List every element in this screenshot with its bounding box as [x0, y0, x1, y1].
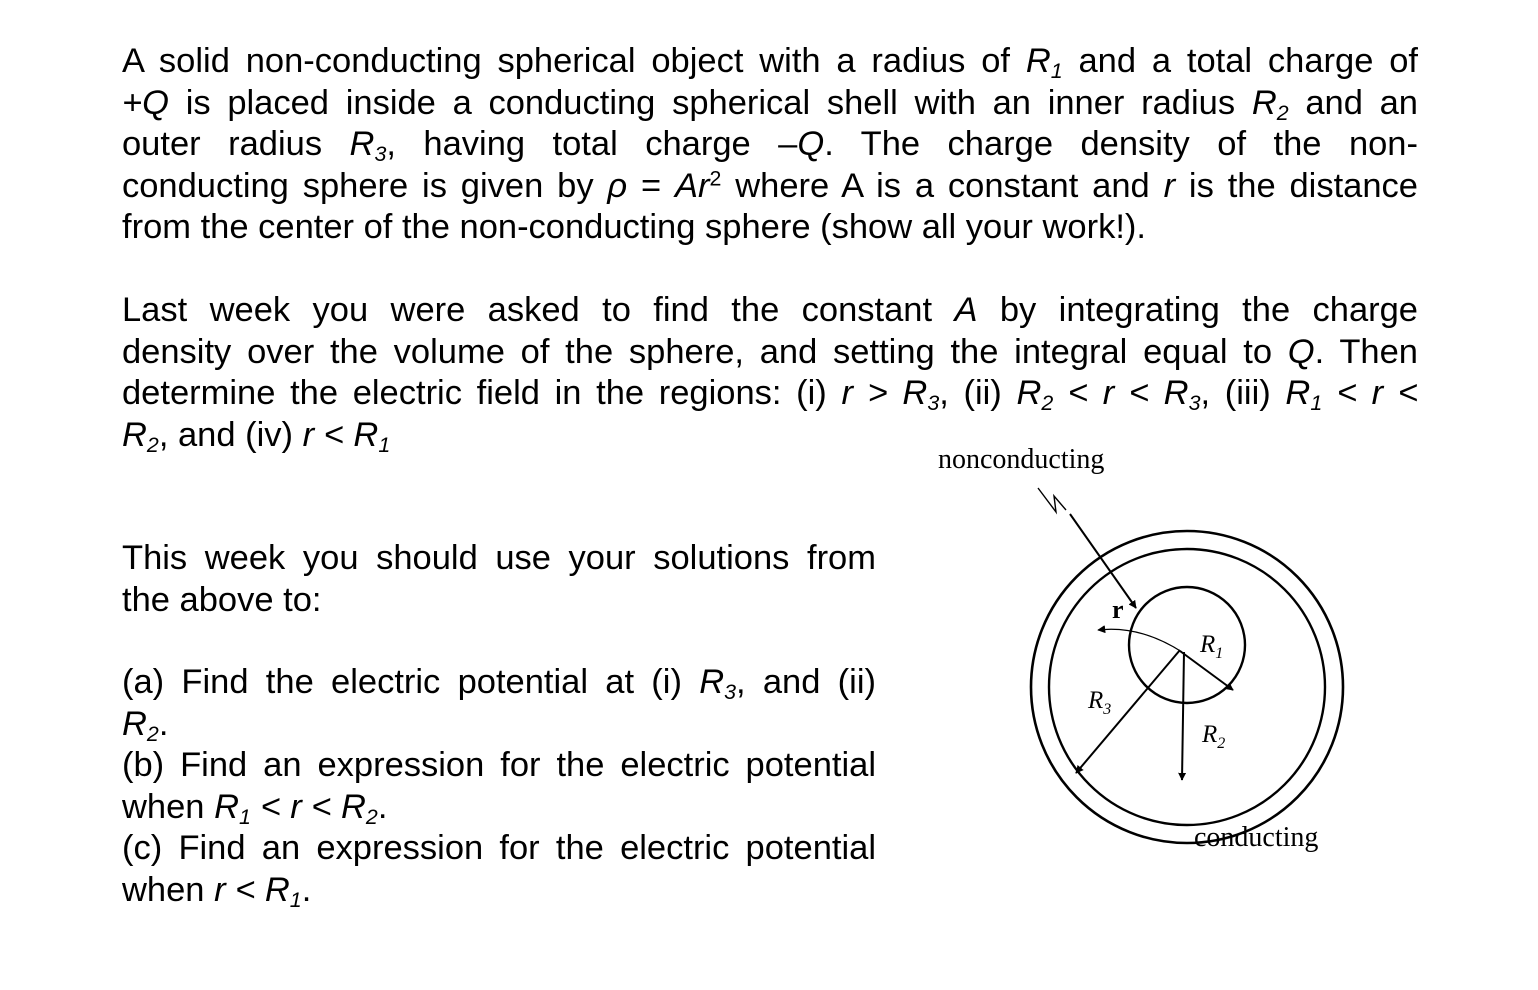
- outer-shell-circle: [1031, 531, 1343, 843]
- r-label: r: [1112, 595, 1124, 624]
- R2-label: $R_2$: [1202, 721, 1226, 752]
- tasks-list: [122, 662, 876, 911]
- spheres-diagram: [930, 440, 1370, 870]
- nonconducting-label: nonconducting: [938, 444, 1105, 475]
- p1-line-3: outer radius $R_3$, having total charge –Q. The charge density of the non-: [122, 125, 1418, 166]
- task-c-line-1: (c) Find an expression for the electric potential: [122, 829, 876, 867]
- nonconducting-arrow: [1070, 514, 1136, 608]
- R3-label: $R_3$: [1088, 687, 1112, 718]
- last-week-paragraph: [122, 290, 1418, 456]
- conducting-label: conducting: [1194, 822, 1319, 853]
- p2-line-4: $R_2$, and (iv) $r < R_1$: [122, 415, 391, 457]
- p1-line-1: A solid non-conducting spherical object with a radius of $R_1$ and a total charge of: [122, 42, 1418, 83]
- p1-line-5: from the center of the non-conducting sphere (show all your work!).: [122, 208, 1146, 246]
- R2-arrow: [1182, 652, 1184, 780]
- p2-line-2: density over the volume of the sphere, and setting the integral equal to Q. Then: [122, 332, 1418, 371]
- p1-line-2: +Q is placed inside a conducting spherical shell with an inner radius $R_2$ and an: [122, 83, 1418, 125]
- p3-line-1: This week you should use your solutions from: [122, 539, 876, 577]
- this-week-paragraph: [122, 538, 876, 621]
- p2-line-3: determine the electric field in the regions: (i) $r > R_3$, (ii) $R_2 < r < R_3$, (iii) $R_1 < r$ <: [122, 374, 1418, 415]
- task-b-line-2: when $R_1 < r < R_2$.: [122, 787, 388, 829]
- p2-line-1: Last week you were asked to find the constant A by integrating the charge: [122, 291, 1418, 329]
- r-arrow: [1098, 629, 1182, 652]
- task-b-line-1: (b) Find an expression for the electric potential: [122, 746, 876, 784]
- p3-line-2: the above to:: [122, 580, 322, 619]
- task-a-line-2: $R_2$.: [122, 704, 169, 746]
- task-c-line-2: when $r < R_1$.: [122, 870, 312, 912]
- nonconducting-pointer: [1038, 488, 1066, 512]
- problem-statement-paragraph: [122, 41, 1418, 249]
- R1-label: $R_1$: [1200, 631, 1224, 662]
- p1-line-4: conducting sphere is given by $\rho = Ar^2$ where A is a constant and r is the distance: [122, 165, 1418, 205]
- task-a-line-1: (a) Find the electric potential at (i) $R_3$, and (ii): [122, 663, 876, 704]
